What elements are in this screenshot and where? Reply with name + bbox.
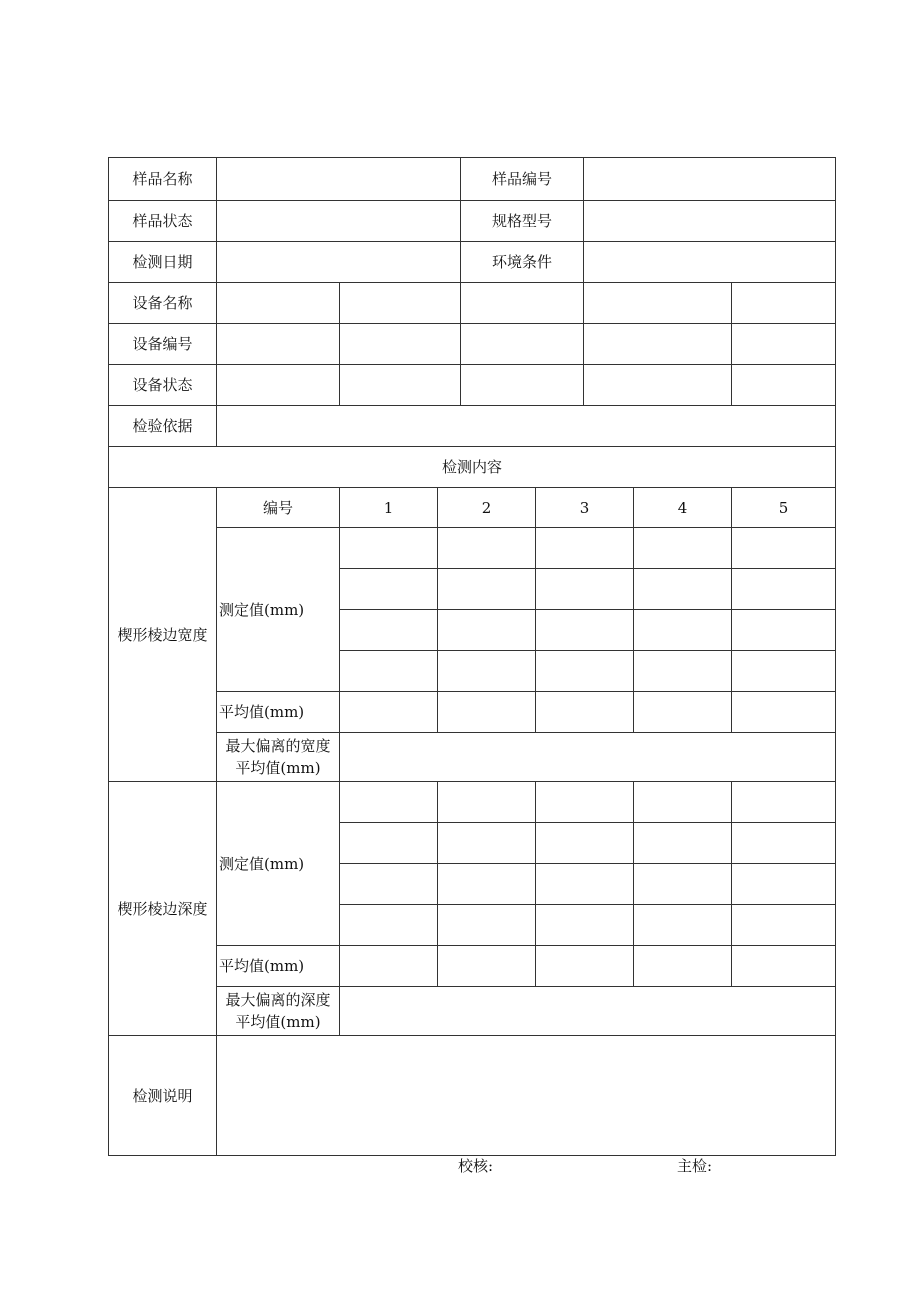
depth-measured-cell[interactable]: [634, 864, 732, 905]
depth-average-cell[interactable]: [438, 946, 536, 987]
depth-measured-label: 测定值(mm): [217, 782, 340, 946]
equipment-state-cell[interactable]: [461, 365, 584, 406]
depth-measured-cell[interactable]: [732, 782, 836, 823]
width-measured-cell[interactable]: [536, 651, 634, 692]
depth-measured-cell[interactable]: [438, 864, 536, 905]
depth-measured-cell[interactable]: [340, 823, 438, 864]
width-measured-label: 测定值(mm): [217, 528, 340, 692]
equipment-id-cell[interactable]: [584, 324, 732, 365]
depth-measured-cell[interactable]: [536, 823, 634, 864]
equipment-id-cell[interactable]: [461, 324, 584, 365]
depth-measured-cell[interactable]: [340, 864, 438, 905]
inspector-label: 主检:: [677, 1157, 713, 1175]
equipment-name-label: 设备名称: [109, 283, 217, 324]
width-measured-cell[interactable]: [438, 651, 536, 692]
depth-average-label: 平均值(mm): [217, 946, 340, 987]
width-average-cell[interactable]: [634, 692, 732, 733]
width-average-cell[interactable]: [438, 692, 536, 733]
equipment-id-cell[interactable]: [340, 324, 461, 365]
depth-section-title: 楔形棱边深度: [109, 782, 217, 1036]
equipment-state-cell[interactable]: [732, 365, 836, 406]
equipment-state-cell[interactable]: [340, 365, 461, 406]
column-number: 2: [438, 488, 536, 528]
depth-average-cell[interactable]: [732, 946, 836, 987]
width-measured-cell[interactable]: [438, 569, 536, 610]
column-number: 1: [340, 488, 438, 528]
width-section-title: 楔形棱边宽度: [109, 488, 217, 782]
spec-model-label: 规格型号: [461, 201, 584, 242]
depth-measured-cell[interactable]: [634, 782, 732, 823]
depth-max-deviation-line2: 平均值(mm): [235, 1013, 321, 1031]
width-measured-cell[interactable]: [536, 569, 634, 610]
column-number: 5: [732, 488, 836, 528]
number-label: 编号: [217, 488, 340, 528]
equipment-name-cell[interactable]: [461, 283, 584, 324]
depth-max-deviation-line1: 最大偏离的深度: [225, 991, 331, 1009]
equipment-id-cell[interactable]: [732, 324, 836, 365]
depth-measured-cell[interactable]: [732, 823, 836, 864]
depth-measured-cell[interactable]: [732, 905, 836, 946]
width-measured-cell[interactable]: [732, 610, 836, 651]
test-date-value[interactable]: [217, 242, 461, 283]
width-measured-cell[interactable]: [536, 610, 634, 651]
notes-value[interactable]: [217, 1036, 836, 1156]
sample-name-label: 样品名称: [109, 158, 217, 201]
width-measured-cell[interactable]: [438, 528, 536, 569]
width-measured-cell[interactable]: [634, 610, 732, 651]
depth-average-cell[interactable]: [634, 946, 732, 987]
sample-name-value[interactable]: [217, 158, 461, 201]
sample-id-label: 样品编号: [461, 158, 584, 201]
depth-max-deviation-value[interactable]: [340, 987, 836, 1036]
depth-max-deviation-label: [217, 987, 340, 1036]
width-max-deviation-label: [217, 733, 340, 782]
width-measured-cell[interactable]: [634, 569, 732, 610]
width-average-cell[interactable]: [536, 692, 634, 733]
depth-measured-cell[interactable]: [732, 864, 836, 905]
test-date-label: 检测日期: [109, 242, 217, 283]
column-number: 3: [536, 488, 634, 528]
basis-label: 检验依据: [109, 406, 217, 447]
width-max-deviation-value[interactable]: [340, 733, 836, 782]
reviewer-label: 校核:: [458, 1157, 494, 1175]
width-measured-cell[interactable]: [634, 651, 732, 692]
depth-measured-cell[interactable]: [438, 823, 536, 864]
equipment-state-cell[interactable]: [584, 365, 732, 406]
basis-value[interactable]: [217, 406, 836, 447]
depth-measured-cell[interactable]: [536, 905, 634, 946]
inspection-record-table: [108, 157, 836, 1156]
depth-measured-cell[interactable]: [438, 905, 536, 946]
column-number: 4: [634, 488, 732, 528]
width-average-cell[interactable]: [340, 692, 438, 733]
depth-measured-cell[interactable]: [634, 905, 732, 946]
equipment-name-cell[interactable]: [584, 283, 732, 324]
equipment-state-cell[interactable]: [217, 365, 340, 406]
depth-measured-cell[interactable]: [634, 823, 732, 864]
content-header: 检测内容: [109, 447, 836, 488]
width-measured-cell[interactable]: [634, 528, 732, 569]
equipment-id-cell[interactable]: [217, 324, 340, 365]
sample-state-value[interactable]: [217, 201, 461, 242]
equipment-state-label: 设备状态: [109, 365, 217, 406]
width-average-label: 平均值(mm): [217, 692, 340, 733]
depth-measured-cell[interactable]: [438, 782, 536, 823]
width-average-cell[interactable]: [732, 692, 836, 733]
spec-model-value[interactable]: [584, 201, 836, 242]
equipment-name-cell[interactable]: [340, 283, 461, 324]
depth-measured-cell[interactable]: [536, 864, 634, 905]
environment-label: 环境条件: [461, 242, 584, 283]
environment-value[interactable]: [584, 242, 836, 283]
equipment-name-cell[interactable]: [732, 283, 836, 324]
depth-average-cell[interactable]: [536, 946, 634, 987]
width-measured-cell[interactable]: [732, 569, 836, 610]
equipment-name-cell[interactable]: [217, 283, 340, 324]
depth-measured-cell[interactable]: [340, 782, 438, 823]
sample-id-value[interactable]: [584, 158, 836, 201]
notes-label: 检测说明: [109, 1036, 217, 1156]
depth-measured-cell[interactable]: [340, 905, 438, 946]
depth-measured-cell[interactable]: [536, 782, 634, 823]
depth-average-cell[interactable]: [340, 946, 438, 987]
sample-state-label: 样品状态: [109, 201, 217, 242]
width-measured-cell[interactable]: [536, 528, 634, 569]
width-measured-cell[interactable]: [732, 651, 836, 692]
width-max-deviation-line1: 最大偏离的宽度: [225, 737, 331, 755]
width-measured-cell[interactable]: [340, 569, 438, 610]
width-measured-cell[interactable]: [340, 528, 438, 569]
width-measured-cell[interactable]: [340, 651, 438, 692]
width-measured-cell[interactable]: [438, 610, 536, 651]
width-measured-cell[interactable]: [732, 528, 836, 569]
width-measured-cell[interactable]: [340, 610, 438, 651]
equipment-id-label: 设备编号: [109, 324, 217, 365]
width-max-deviation-line2: 平均值(mm): [235, 759, 321, 777]
